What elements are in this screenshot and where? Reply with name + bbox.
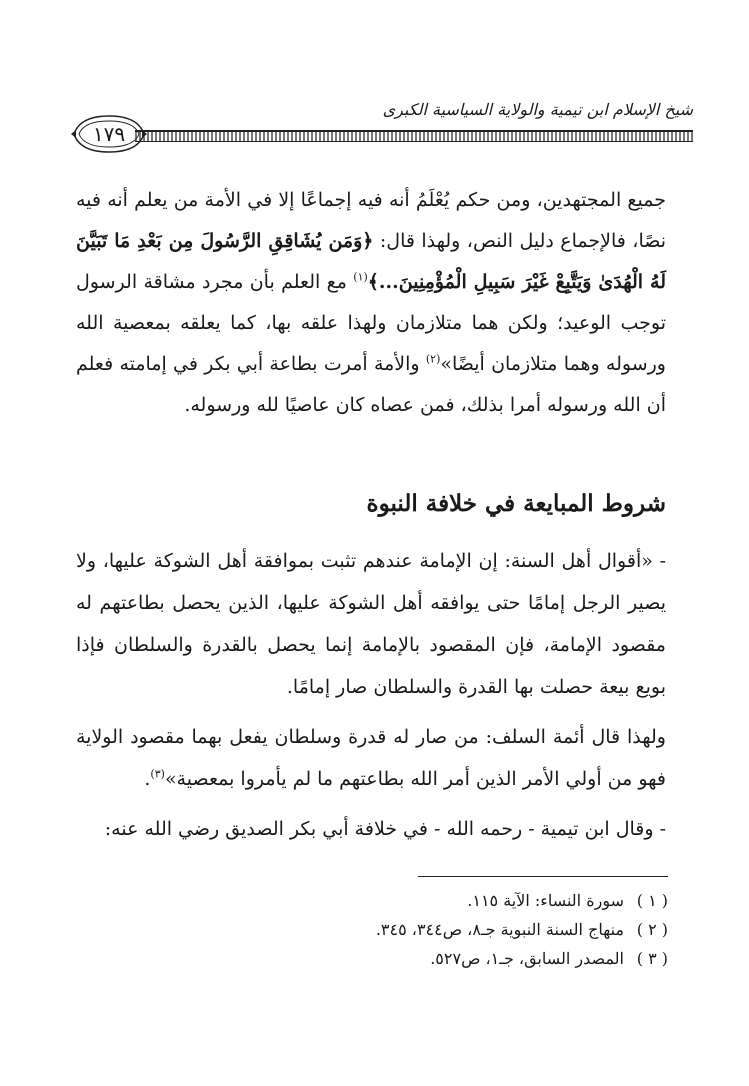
quote-paragraph: - وقال ابن تيمية - رحمه الله - في خلافة أبي بكر الصديق رضي الله عنه: — [104, 818, 666, 840]
running-header-title: شيخ الإسلام ابن تيمية والولاية السياسية الكبرى — [382, 100, 693, 119]
main-paragraph — [76, 180, 666, 426]
footnote-text: منهاج السنة النبوية جـ٨، ص٣٤٤، ٣٤٥. — [375, 920, 624, 939]
footnote-number: ( ١ ) — [636, 891, 668, 910]
quran-verse: ﴿وَمَن يُشَاقِقِ الرَّسُولَ مِن بَعْدِ مَا تَبَيَّنَ لَهُ الْهُدَىٰ وَيَتَّبِعْ غَيْرَ سَبِيلِ الْمُؤْمِنِينَ...﴾ — [76, 230, 666, 293]
footnote-ref[interactable]: (٣) — [150, 767, 165, 781]
quote-paragraph: ولهذا قال أئمة السلف: من صار له قدرة وسلطان يفعل بهما مقصود الولاية فهو من أولي الأمر الذين أمر الله بطاعتهم ما لم يأمروا بمعصية» — [76, 726, 666, 790]
paragraph-text: مع العلم بأن مجرد مشاقة الرسول توجب الوعيد؛ ولكن هما متلازمان ولهذا علقه بها، كما يعلقه بمعصية الله ورسوله وهما متلازمان أيضًا» — [76, 271, 666, 375]
page-number: ١٧٩ — [92, 122, 126, 146]
footnote-item — [108, 915, 668, 944]
footnote-number: ( ٣ ) — [636, 949, 668, 968]
page-number-ornament — [70, 112, 148, 156]
footnote-divider — [418, 876, 668, 877]
footnote-text: سورة النساء: الآية ١١٥. — [467, 891, 624, 910]
quote-paragraph-end: . — [144, 768, 151, 790]
footnote-text: المصدر السابق، جـ١، ص٥٢٧. — [430, 949, 624, 968]
footnote-item — [108, 886, 668, 915]
footnote-ref[interactable]: (١) — [353, 270, 368, 284]
header-rule — [135, 130, 693, 142]
paragraph-text: جميع المجتهدين، ومن حكم يُعْلَمُ أنه فيه إجماعًا إلا في الأمة من يعلم أنه فيه نصًا، فالإجماع دليل النص، ولهذا قال: — [76, 189, 666, 252]
section-heading: شروط المبايعة في خلافة النبوة — [366, 490, 666, 517]
footnote-number: ( ٢ ) — [636, 920, 668, 939]
quote-paragraph: - «أقوال أهل السنة: إن الإمامة عندهم تثبت بموافقة أهل الشوكة عليها، ولا يصير الرجل إمامًا حتى يوافقه أهل الشوكة عليها، الذين يحصل بطاعتهم له مقصود الإمامة، فإن المقصود بالإمامة إنما يحصل بالقدرة والسلطان فإذا بويع بيعة حصلت بها القدرة والسلطان صار إمامًا. — [76, 550, 666, 698]
footnotes — [108, 886, 668, 973]
quote-block — [76, 540, 666, 858]
paragraph-text: والأمة أمرت بطاعة أبي بكر في إمامته فعلم أن الله ورسوله أمرا بذلك، فمن عصاه كان عاصيًا لله ورسوله. — [76, 353, 666, 416]
footnote-item — [108, 944, 668, 973]
footnote-ref[interactable]: (٢) — [425, 352, 441, 366]
